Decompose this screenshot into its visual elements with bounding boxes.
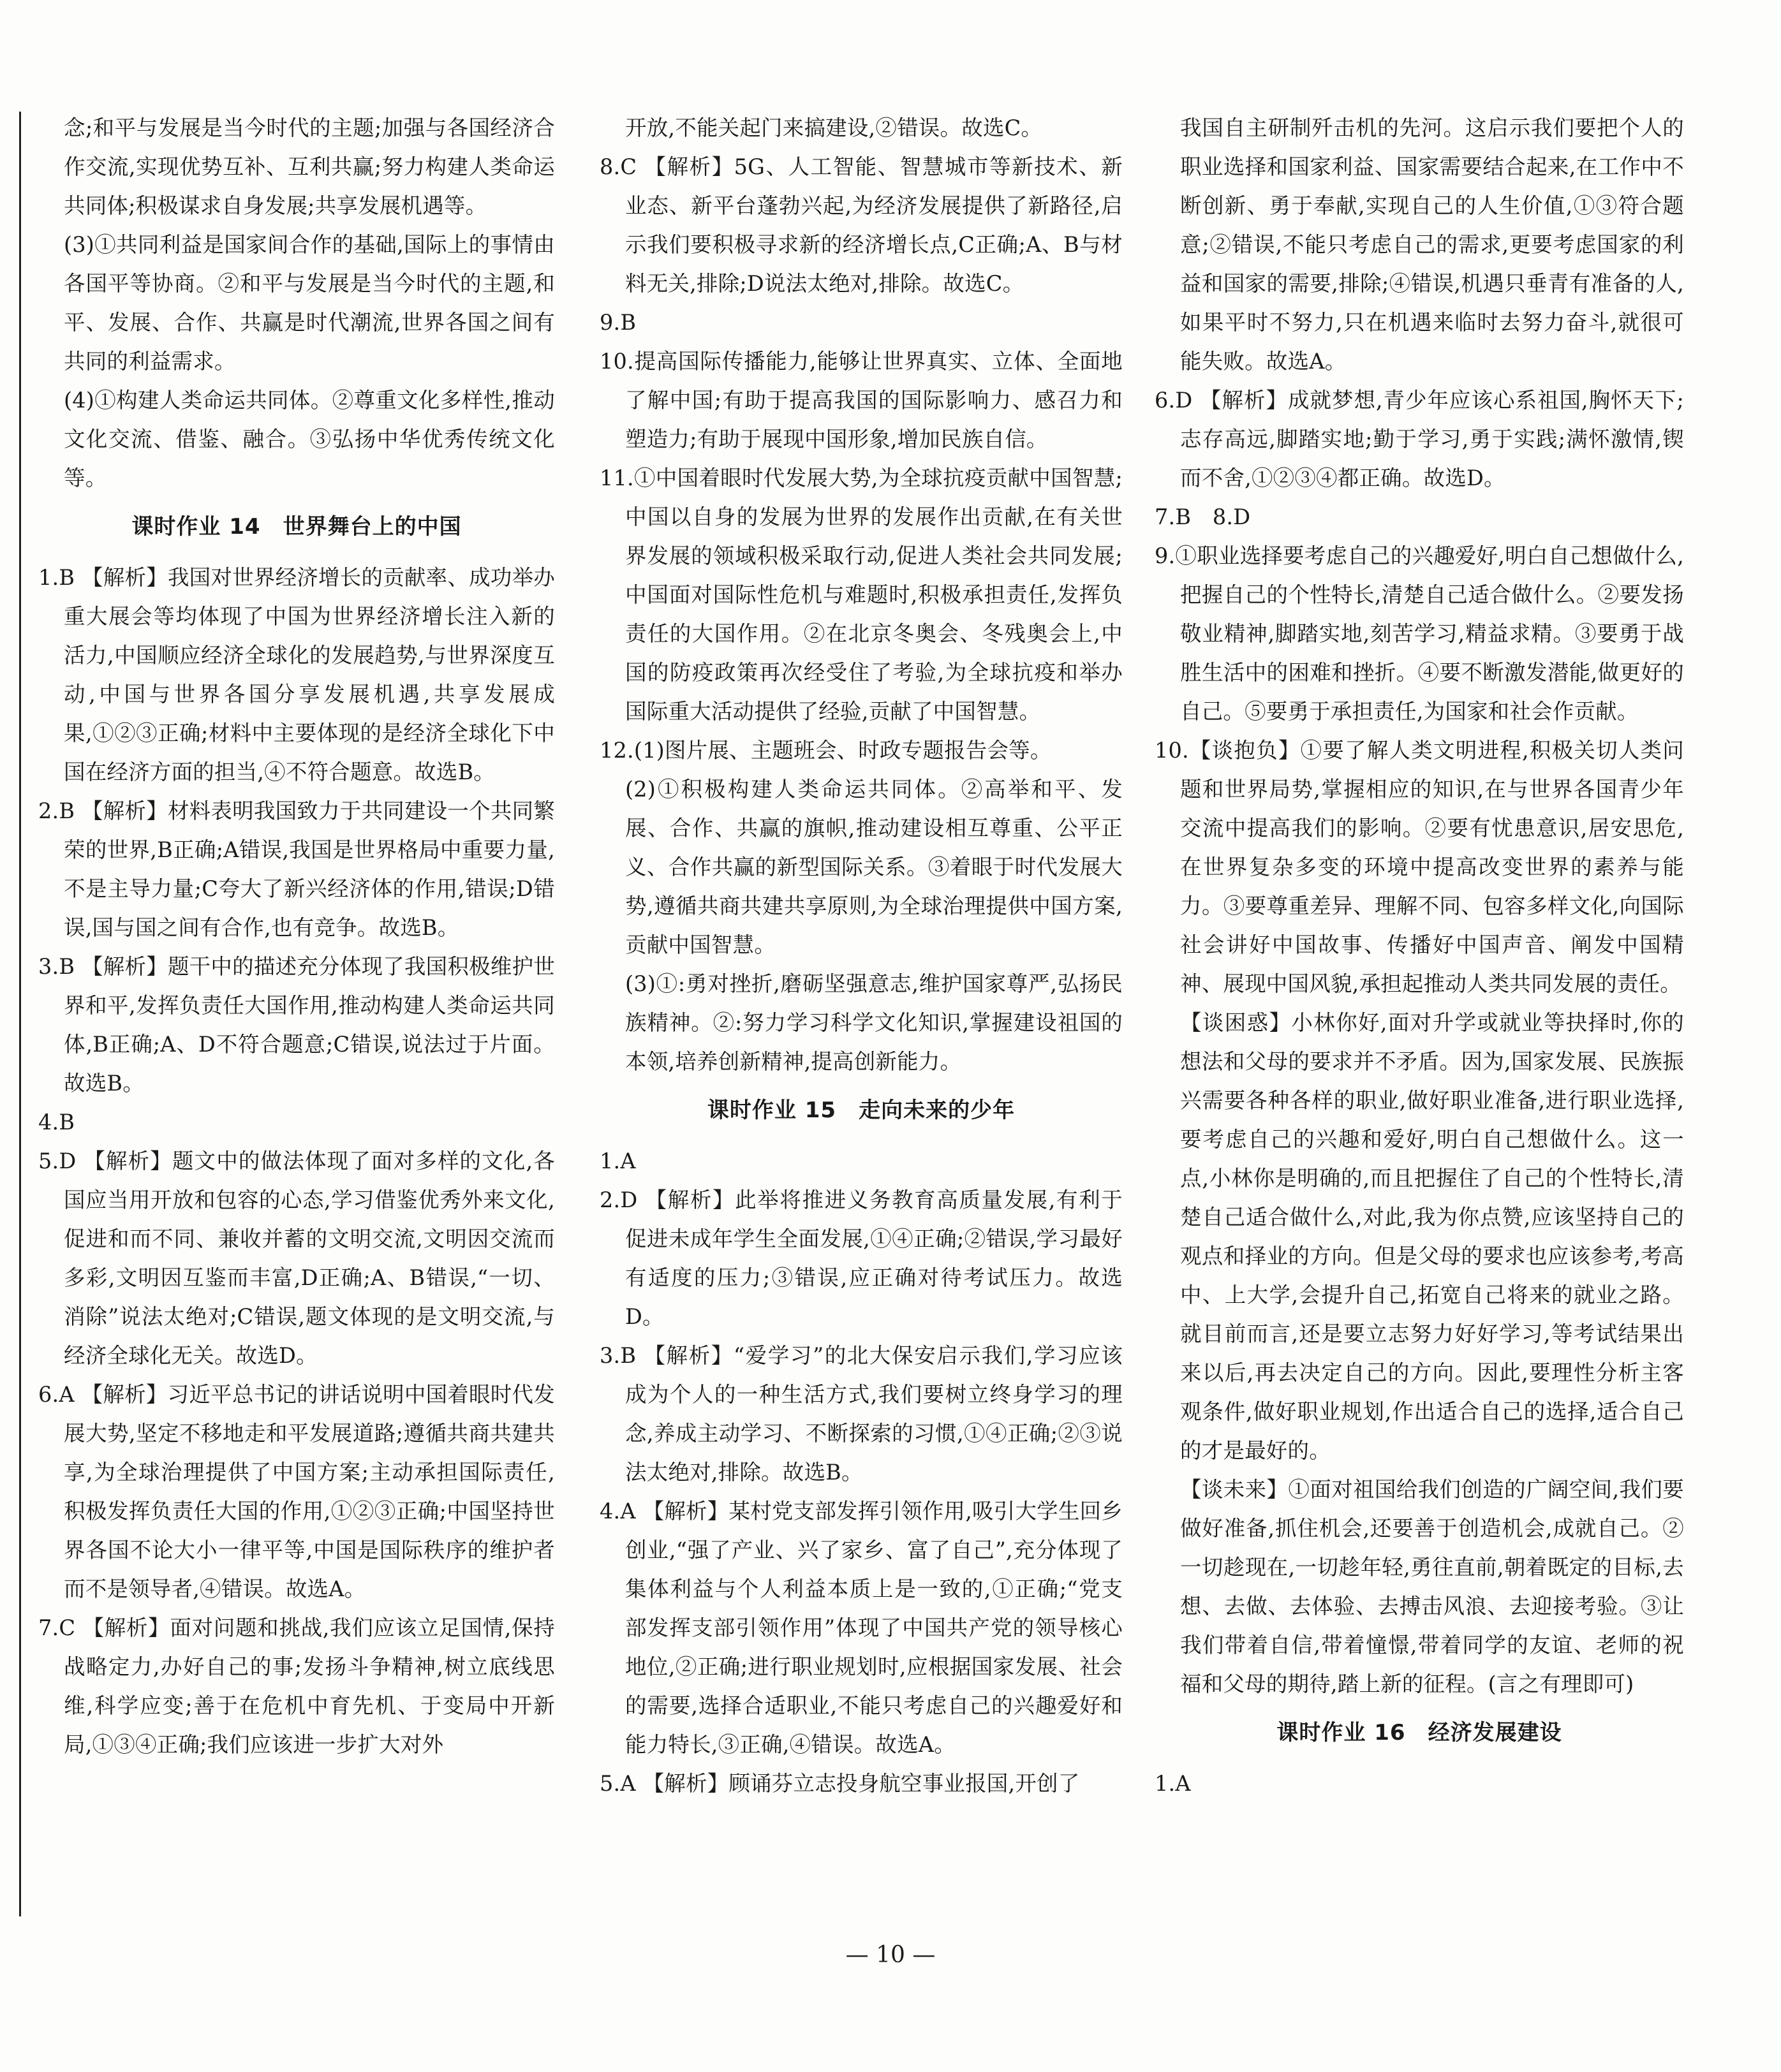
- left-margin-rule: [19, 112, 21, 1916]
- answer-item: 4.A 【解析】某村党支部发挥引领作用,吸引大学生回乡创业,“强了产业、兴了家乡、富了自己”,充分体现了集体利益与个人利益本质上是一致的,①正确;“党支部发挥支部引领作用”体现了中国共产党的领导核心地位,②正确;进行职业规划时,应根据国家发展、社会的需要,选择合适职业,不能只考虑自己的兴趣爱好和能力特长,③正确,④错误。故选A。: [600, 1499, 1123, 1757]
- answer-paragraph: 念;和平与发展是当今时代的主题;加强与各国经济合作交流,实现优势互补、互利共赢;努力构建人类命运共同体;积极谋求自身发展;共享发展机遇等。: [64, 115, 555, 218]
- column-left: [38, 108, 555, 1764]
- section-heading: 课时作业 15 走向未来的少年: [707, 1098, 1016, 1123]
- answer-item: 1.B 【解析】我国对世界经济增长的贡献率、成功举办重大展会等均体现了中国为世界经济增长注入新的活力,中国顺应经济全球化的发展趋势,与世界深度互动,中国与世界各国分享发展机遇,共享发展成果,①②③正确;材料中主要体现的是经济全球化下中国在经济方面的担当,④不符合题意。故选B。: [38, 565, 555, 784]
- answer-item: 5.A 【解析】顾诵芬立志投身航空事业报国,开创了: [600, 1771, 1080, 1796]
- answer-item: 10.提高国际传播能力,能够让世界真实、立体、全面地了解中国;有助于提高我国的国际影响力、感召力和塑造力;有助于展现中国形象,增加民族自信。: [600, 349, 1123, 452]
- answer-item: 6.A 【解析】习近平总书记的讲话说明中国着眼时代发展大势,坚定不移地走和平发展道路;遵循共商共建共享,为全球治理提供了中国方案;主动承担国际责任,积极发挥负责任大国的作用,①②③正确;中国坚持世界各国不论大小一律平等,中国是国际秩序的维护者而不是领导者,④错误。故选A。: [38, 1382, 555, 1601]
- answer-paragraph: 我国自主研制歼击机的先河。这启示我们要把个人的职业选择和国家利益、国家需要结合起来,在工作中不断创新、勇于奉献,实现自己的人生价值,①③符合题意;②错误,不能只考虑自己的需求,更要考虑国家的利益和国家的需要,排除;④错误,机遇只垂青有准备的人,如果平时不努力,只在机遇来临时去努力奋斗,就很可能失败。故选A。: [1180, 115, 1684, 374]
- answer-paragraph: 开放,不能关起门来搞建设,②错误。故选C。: [625, 115, 1043, 140]
- column-right: [1155, 108, 1684, 1803]
- section-heading: 课时作业 14 世界舞台上的中国: [131, 514, 462, 540]
- answer-paragraph: (3)①共同利益是国家间合作的基础,国际上的事情由各国平等协商。②和平与发展是当今时代的主题,和平、发展、合作、共赢是时代潮流,世界各国之间有共同的利益需求。: [64, 232, 555, 374]
- answer-item: 3.B 【解析】“爱学习”的北大保安启示我们,学习应该成为个人的一种生活方式,我们要树立终身学习的理念,养成主动学习、不断探索的习惯,①④正确;②③说法太绝对,排除。故选B。: [600, 1343, 1123, 1485]
- answer-paragraph: 【谈困惑】小林你好,面对升学或就业等抉择时,你的想法和父母的要求并不矛盾。因为,国家发展、民族振兴需要各种各样的职业,做好职业准备,进行职业选择,要考虑自己的兴趣和爱好,明白自己想做什么。这一点,小林你是明确的,而且把握住了自己的个性特长,清楚自己适合做什么,对此,我为你点赞,应该坚持自己的观点和择业的方向。但是父母的要求也应该参考,考高中、上大学,会提升自己,拓宽自己将来的就业之路。就目前而言,还是要立志努力好好学习,等考试结果出来以后,再去决定自己的方向。因此,要理性分析主客观条件,做好职业规划,作出适合自己的选择,适合自己的才是最好的。: [1180, 1010, 1684, 1463]
- answer-paragraph: 【谈未来】①面对祖国给我们创造的广阔空间,我们要做好准备,抓住机会,还要善于创造机会,成就自己。②一切趁现在,一切趁年轻,勇往直前,朝着既定的目标,去想、去做、去体验、去搏击风浪、去迎接考验。③让我们带着自信,带着憧憬,带着同学的友谊、老师的祝福和父母的期待,踏上新的征程。(言之有理即可): [1180, 1477, 1684, 1696]
- answer-paragraph: (3)①:勇对挫折,磨砺坚强意志,维护国家尊严,弘扬民族精神。②:努力学习科学文化知识,掌握建设祖国的本领,培养创新精神,提高创新能力。: [625, 971, 1123, 1074]
- answer-item: 3.B 【解析】题干中的描述充分体现了我国积极维护世界和平,发挥负责任大国作用,推动构建人类命运共同体,B正确;A、D不符合题意;C错误,说法过于片面。故选B。: [38, 954, 555, 1096]
- answer-item: 4.B: [38, 1110, 75, 1135]
- answer-item: 11.①中国着眼时代发展大势,为全球抗疫贡献中国智慧;中国以自身的发展为世界的发展作出贡献,在有关世界发展的领域积极采取行动,促进人类社会共同发展;中国面对国际性危机与难题时,积极承担责任,发挥负责任的大国作用。②在北京冬奥会、冬残奥会上,中国的防疫政策再次经受住了考验,为全球抗疫和举办国际重大活动提供了经验,贡献了中国智慧。: [600, 466, 1123, 724]
- section-heading: 课时作业 16 经济发展建设: [1276, 1720, 1562, 1745]
- answer-item: 2.B 【解析】材料表明我国致力于共同建设一个共同繁荣的世界,B正确;A错误,我国是世界格局中重要力量,不是主导力量;C夸大了新兴经济体的作用,错误;D错误,国与国之间有合作,也有竞争。故选B。: [38, 798, 555, 940]
- answer-paragraph: (4)①构建人类命运共同体。②尊重文化多样性,推动文化交流、借鉴、融合。③弘扬中华优秀传统文化等。: [64, 388, 555, 490]
- answer-item: 9.B: [600, 310, 637, 335]
- column-middle: [600, 108, 1123, 1803]
- answer-item: 8.C 【解析】5G、人工智能、智慧城市等新技术、新业态、新平台蓬勃兴起,为经济发展提供了新路径,启示我们要积极寻求新的经济增长点,C正确;A、B与材料无关,排除;D说法太绝对,排除。故选C。: [600, 154, 1123, 296]
- answer-item: 10.【谈抱负】①要了解人类文明进程,积极关切人类问题和世界局势,掌握相应的知识,在与世界各国青少年交流中提高我们的影响。②要有忧患意识,居安思危,在世界复杂多变的环境中提高改变世界的素养与能力。③要尊重差异、理解不同、包容多样文化,向国际社会讲好中国故事、传播好中国声音、阐发中国精神、展现中国风貌,承担起推动人类共同发展的责任。: [1155, 738, 1684, 996]
- answer-paragraph: (2)①积极构建人类命运共同体。②高举和平、发展、合作、共赢的旗帜,推动建设相互尊重、公平正义、合作共赢的新型国际关系。③着眼于时代发展大势,遵循共商共建共享原则,为全球治理提供中国方案,贡献中国智慧。: [625, 777, 1123, 957]
- answer-item: 1.A: [1155, 1771, 1191, 1796]
- answer-item: 7.C 【解析】面对问题和挑战,我们应该立足国情,保持战略定力,办好自己的事;发扬斗争精神,树立底线思维,科学应变;善于在危机中育先机、于变局中开新局,①③④正确;我们应该进一步扩大对外: [38, 1615, 555, 1757]
- answer-item: 7.B 8.D: [1155, 504, 1251, 529]
- answer-item: 6.D 【解析】成就梦想,青少年应该心系祖国,胸怀天下;志存高远,脚踏实地;勤于学习,勇于实践;满怀激情,锲而不舍,①②③④都正确。故选D。: [1155, 388, 1684, 490]
- answer-item: 2.D 【解析】此举将推进义务教育高质量发展,有利于促进未成年学生全面发展,①④正确;②错误,学习最好有适度的压力;③错误,应正确对待考试压力。故选D。: [600, 1187, 1123, 1329]
- page-number: — 10 —: [845, 1942, 936, 1968]
- answer-item: 5.D 【解析】题文中的做法体现了面对多样的文化,各国应当用开放和包容的心态,学习借鉴优秀外来文化,促进和而不同、兼收并蓄的文明交流,文明因交流而多彩,文明因互鉴而丰富,D正确;A、B错误,“一切、消除”说法太绝对;C错误,题文体现的是文明交流,与经济全球化无关。故选D。: [38, 1149, 555, 1368]
- answer-item: 9.①职业选择要考虑自己的兴趣爱好,明白自己想做什么,把握自己的个性特长,清楚自己适合做什么。②要发扬敬业精神,脚踏实地,刻苦学习,精益求精。③要勇于战胜生活中的困难和挫折。④要不断激发潜能,做更好的自己。⑤要勇于承担责任,为国家和社会作贡献。: [1155, 543, 1684, 724]
- answer-item: 12.(1)图片展、主题班会、时政专题报告会等。: [600, 738, 1052, 763]
- answer-item: 1.A: [600, 1149, 636, 1173]
